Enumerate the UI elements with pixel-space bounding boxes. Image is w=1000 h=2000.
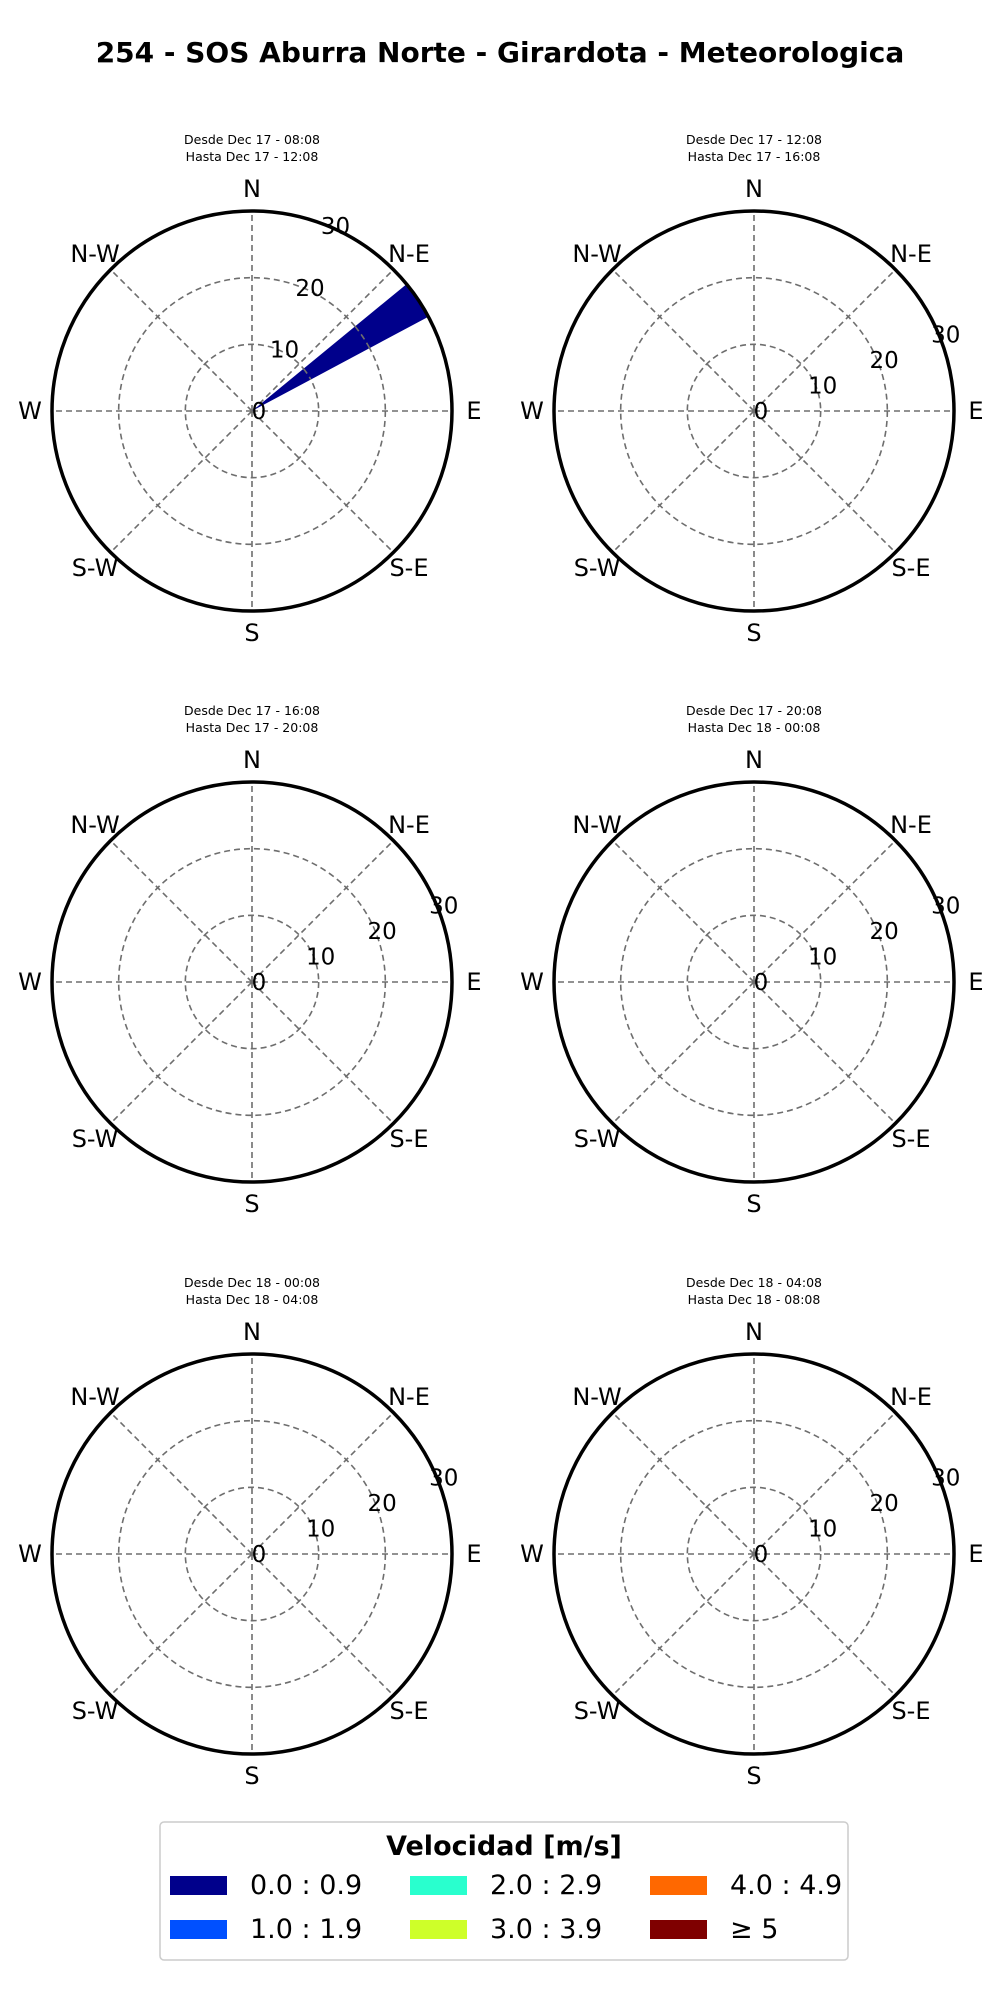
radial-tick-label: 10: [305, 1516, 336, 1543]
direction-label-s: S: [746, 1762, 762, 1790]
direction-label-n: N: [243, 746, 261, 774]
direction-spoke: [613, 1554, 754, 1695]
direction-label-n-e: N-E: [890, 240, 932, 269]
direction-spoke: [754, 411, 895, 552]
direction-spoke: [111, 982, 252, 1123]
radial-tick-label: 0: [753, 1542, 769, 1568]
legend-title: Velocidad [m/s]: [386, 1831, 622, 1862]
direction-label-s: S: [244, 1190, 260, 1218]
direction-label-n-w: N-W: [572, 240, 622, 269]
legend-swatch: [410, 1920, 467, 1939]
radial-tick-label: 20: [869, 1490, 899, 1517]
panels-group: [18, 132, 983, 1790]
windrose-panel-2: [520, 132, 983, 647]
direction-label-e: E: [968, 968, 984, 996]
radial-tick-label: 0: [251, 970, 267, 996]
panel-desde-label: Desde Dec 18 - 04:08: [686, 1275, 822, 1290]
legend-label: 2.0 : 2.9: [490, 1870, 603, 1901]
direction-label-n-e: N-E: [388, 1383, 430, 1412]
direction-label-w: W: [520, 968, 544, 996]
radial-tick-label: 30: [931, 893, 961, 920]
direction-spoke: [252, 411, 393, 552]
direction-label-w: W: [18, 1540, 42, 1568]
legend-swatch: [170, 1876, 227, 1895]
windrose-panel-5: [18, 1275, 481, 1790]
figure-title: 254 - SOS Aburra Norte - Girardota - Meteorologica: [95, 36, 905, 69]
radial-tick-label: 0: [753, 970, 769, 996]
panel-hasta-label: Hasta Dec 17 - 12:08: [185, 149, 319, 164]
direction-label-n-w: N-W: [70, 1383, 120, 1412]
panel-hasta-label: Hasta Dec 17 - 16:08: [687, 149, 821, 164]
direction-label-s: S: [746, 1190, 762, 1218]
direction-spoke: [613, 841, 754, 982]
direction-label-s: S: [244, 619, 260, 647]
direction-label-e: E: [466, 1540, 482, 1568]
radial-tick-label: 10: [807, 1516, 838, 1543]
direction-label-w: W: [18, 397, 42, 425]
direction-spoke: [613, 411, 754, 552]
radial-tick-label: 30: [320, 214, 351, 241]
direction-spoke: [613, 1413, 754, 1554]
direction-spoke: [111, 1413, 252, 1554]
radial-tick-label: 20: [295, 275, 325, 302]
panel-hasta-label: Hasta Dec 18 - 08:08: [687, 1292, 821, 1307]
panel-hasta-label: Hasta Dec 17 - 20:08: [185, 720, 319, 735]
direction-label-w: W: [520, 397, 544, 425]
legend: [160, 1822, 848, 1960]
panel-desde-label: Desde Dec 17 - 20:08: [686, 703, 822, 718]
direction-label-n-w: N-W: [70, 240, 120, 269]
radial-tick-label: 20: [367, 1490, 397, 1517]
radial-tick-label: 10: [807, 373, 838, 400]
direction-label-e: E: [968, 397, 984, 425]
direction-label-s-w: S-W: [71, 553, 119, 582]
direction-label-w: W: [18, 968, 42, 996]
direction-label-s-w: S-W: [71, 1124, 119, 1153]
direction-label-n-e: N-E: [388, 811, 430, 840]
windrose-panel-3: [18, 703, 481, 1218]
direction-label-n-e: N-E: [388, 240, 430, 269]
radial-tick-label: 20: [367, 918, 397, 945]
direction-label-e: E: [968, 1540, 984, 1568]
radial-tick-label: 10: [305, 944, 336, 971]
radial-tick-label: 0: [251, 1542, 267, 1568]
legend-label: 0.0 : 0.9: [250, 1870, 363, 1901]
radial-tick-label: 30: [931, 1465, 961, 1492]
direction-label-n-w: N-W: [572, 811, 622, 840]
direction-spoke: [754, 982, 895, 1123]
radial-tick-label: 20: [869, 918, 899, 945]
direction-spoke: [613, 982, 754, 1123]
radial-tick-label: 10: [807, 944, 838, 971]
legend-label: ≥ 5: [730, 1914, 779, 1945]
direction-label-n: N: [745, 175, 763, 203]
direction-label-s-w: S-W: [573, 553, 621, 582]
direction-label-s-e: S-E: [891, 1124, 931, 1153]
radial-tick-label: 0: [753, 399, 769, 425]
direction-label-s-w: S-W: [573, 1696, 621, 1725]
panel-desde-label: Desde Dec 18 - 00:08: [184, 1275, 320, 1290]
direction-label-s-e: S-E: [389, 1696, 429, 1725]
legend-swatch: [650, 1920, 707, 1939]
direction-label-w: W: [520, 1540, 544, 1568]
legend-label: 3.0 : 3.9: [490, 1914, 603, 1945]
direction-label-n-w: N-W: [572, 1383, 622, 1412]
legend-swatch: [170, 1920, 227, 1939]
direction-label-n: N: [243, 175, 261, 203]
direction-spoke: [111, 841, 252, 982]
direction-label-n-e: N-E: [890, 1383, 932, 1412]
direction-label-s-e: S-E: [389, 553, 429, 582]
direction-spoke: [252, 982, 393, 1123]
legend-swatch: [650, 1876, 707, 1895]
radial-tick-label: 30: [931, 322, 961, 349]
direction-spoke: [754, 1554, 895, 1695]
legend-label: 4.0 : 4.9: [730, 1870, 843, 1901]
panel-desde-label: Desde Dec 17 - 12:08: [686, 132, 822, 147]
direction-spoke: [252, 1554, 393, 1695]
windrose-panel-6: [520, 1275, 983, 1790]
direction-label-e: E: [466, 968, 482, 996]
radial-tick-label: 30: [429, 1465, 459, 1492]
radial-tick-label: 10: [269, 337, 300, 364]
radial-tick-label: 30: [429, 893, 459, 920]
direction-label-s: S: [244, 1762, 260, 1790]
direction-label-n: N: [745, 1318, 763, 1346]
direction-label-n: N: [243, 1318, 261, 1346]
panel-desde-label: Desde Dec 17 - 16:08: [184, 703, 320, 718]
direction-spoke: [613, 270, 754, 411]
direction-spoke: [111, 1554, 252, 1695]
direction-label-s: S: [746, 619, 762, 647]
panel-hasta-label: Hasta Dec 18 - 04:08: [185, 1292, 319, 1307]
direction-label-s-e: S-E: [389, 1124, 429, 1153]
radial-tick-label: 20: [869, 347, 899, 374]
direction-label-s-e: S-E: [891, 553, 931, 582]
radial-tick-label: 0: [251, 399, 267, 425]
windrose-panel-4: [520, 703, 983, 1218]
direction-label-e: E: [466, 397, 482, 425]
legend-label: 1.0 : 1.9: [250, 1914, 363, 1945]
direction-label-n-e: N-E: [890, 811, 932, 840]
direction-label-s-e: S-E: [891, 1696, 931, 1725]
direction-spoke: [111, 270, 252, 411]
panel-hasta-label: Hasta Dec 18 - 00:08: [687, 720, 821, 735]
direction-label-n-w: N-W: [70, 811, 120, 840]
direction-label-n: N: [745, 746, 763, 774]
windrose-panel-1: [18, 132, 481, 647]
legend-swatch: [410, 1876, 467, 1895]
direction-spoke: [111, 411, 252, 552]
direction-label-s-w: S-W: [71, 1696, 119, 1725]
panel-desde-label: Desde Dec 17 - 08:08: [184, 132, 320, 147]
direction-label-s-w: S-W: [573, 1124, 621, 1153]
